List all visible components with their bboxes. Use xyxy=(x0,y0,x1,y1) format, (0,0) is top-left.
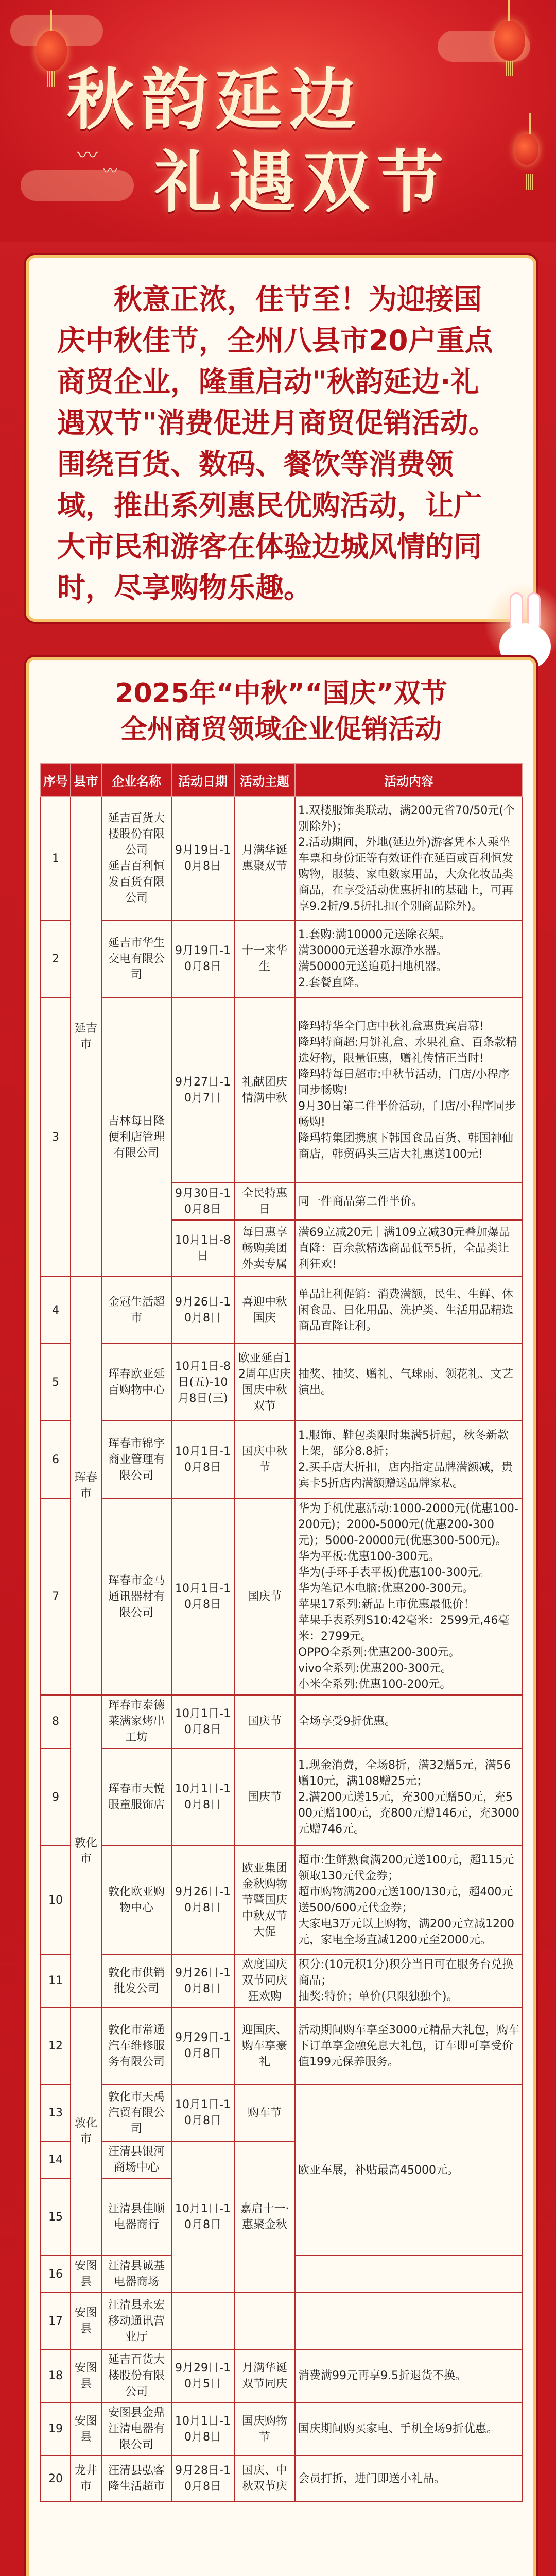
cell-theme: 国庆节 xyxy=(234,1498,295,1695)
header-content: 活动内容 xyxy=(295,764,523,796)
cell-date: 9月26日-10月8日 xyxy=(171,1846,234,1954)
cell-index: 19 xyxy=(41,2402,71,2455)
lantern-icon xyxy=(36,31,67,71)
hero-banner xyxy=(0,0,556,242)
cell-theme: 每日惠享畅购美团外卖专属 xyxy=(234,1220,295,1277)
cell-company: 汪清县永宏移动通讯营业厅 xyxy=(101,2293,171,2349)
cell-company: 敦化欧亚购物中心 xyxy=(101,1846,171,1954)
cell-content: 隆玛特华全门店中秋礼盒惠贵宾启幕! 隆玛特商超:月饼礼盒、水果礼盒、百条款精选好物，限量钜惠，赠礼传情正当时! 隆玛特每日超市:中秋节活动，门店/小程序同步畅购! 9月30日第二件半价活动，门店/小程序同步畅购! 隆玛特集团携旗下韩国食品百货、韩国神仙商店，韩贸码头三店大礼惠送100元! xyxy=(295,997,523,1183)
cell-theme: 国庆节 xyxy=(234,1695,295,1748)
cell-content: 满69立减20元｜满109立减30元叠加爆品直降：百余款精选商品低至5折，全品类让利狂欢! xyxy=(295,1220,523,1277)
cell-content: 欧亚车展，补贴最高45000元。 xyxy=(295,2084,523,2256)
cell-content: 1.套购:满10000元送除衣架。 满30000元送碧水源净水器。 满50000元送追觅扫地机器。 2.套餐直降。 xyxy=(295,920,523,997)
cell-theme: 喜迎中秋国庆 xyxy=(234,1277,295,1344)
cell-index: 13 xyxy=(41,2084,71,2141)
cell-company: 珲春市锦宇商业管理有限公司 xyxy=(101,1421,171,1498)
header-company: 企业名称 xyxy=(101,764,171,796)
cell-theme: 月满华诞双节同庆 xyxy=(234,2349,295,2402)
cell-content: 会员打折，进门即送小礼品。 xyxy=(295,2455,523,2502)
table-row xyxy=(41,997,523,1183)
cell-index: 3 xyxy=(41,997,71,1277)
cell-content: 全场享受9折优惠。 xyxy=(295,1695,523,1748)
cell-content: 单品让利促销：消费满额，民生、生鲜、休闲食品、日化用品、洗护类、生活用品精选商品直降让利。 xyxy=(295,1277,523,1344)
cell-index: 17 xyxy=(41,2293,71,2349)
lantern-icon xyxy=(515,134,538,165)
cell-content: 抽奖、抽奖、赠礼、气球雨、领花礼、文艺演出。 xyxy=(295,1344,523,1421)
table-row xyxy=(41,1277,523,1344)
cell-theme: 欧亚集团金秋购物节暨国庆中秋双节大促 xyxy=(234,1846,295,1954)
cell-theme: 欢度国庆双节同庆狂欢购 xyxy=(234,1954,295,2007)
cell-county: 珲春市 xyxy=(71,1277,101,1695)
hero-title-line2: 礼遇双节 xyxy=(154,143,451,222)
cell-theme: 购车节 xyxy=(234,2084,295,2141)
cell-theme: 月满华诞惠聚双节 xyxy=(234,796,295,920)
cell-index: 7 xyxy=(41,1498,71,1695)
cell-company: 汪清县银河商场中心 xyxy=(101,2141,171,2178)
cell-content: 1.双楼服饰类联动，满200元省70/50元(个别除外)； 2.活动期间，外地(延边外)游客凭本人乘坐车票和身份证等有效证件在延百或百利恒发购物，服装、家电数家用品，大众化妆品类商品，在享受活动优惠折扣的基础上，可再享9.2折/9.5折扎扣(个别商品除外)。 xyxy=(295,796,523,920)
cell-theme: 国庆购物节 xyxy=(234,2402,295,2455)
table-row xyxy=(41,1846,523,1954)
cell-date: 10月1日-10月8日 xyxy=(171,2141,234,2293)
cell-date: 10月1日-8日(五)-10月8日(三) xyxy=(171,1344,234,1421)
cell-company: 珲春市金马通讯器材有限公司 xyxy=(101,1498,171,1695)
cell-index: 5 xyxy=(41,1344,71,1421)
cell-index: 4 xyxy=(41,1277,71,1344)
cell-company: 敦化市天禹汽贸有限公司 xyxy=(101,2084,171,2141)
intro-card xyxy=(26,255,536,622)
cell-company: 敦化市供销批发公司 xyxy=(101,1954,171,2007)
cell-content: 华为手机优惠活动:1000-2000元(优惠100-200元)；2000-5000元(优惠200-300元)；5000-20000元(优惠300-500元)。 华为平板:优惠100-300元。 华为(手环手表平板)优惠100-300元。 华为笔记本电脑:优惠200-300元。 苹果17系列:新品上市优惠最低价！ 苹果手表系列S10:42毫米：2599元,46毫米：2799元。 OPPO全系列:优惠200-300元。 vivo全系列:优惠200-300元。 小米全系列:优惠100-200元。 xyxy=(295,1498,523,1695)
lantern-icon xyxy=(494,21,525,61)
cell-company: 汪清县弘客隆生活超市 xyxy=(101,2455,171,2502)
cell-county: 敦化市 xyxy=(71,2007,101,2256)
bird-icon: 〰 xyxy=(103,162,118,179)
cell-county: 安图县 xyxy=(71,2256,101,2293)
cell-content: 消费满99元再享9.5折退货不换。 xyxy=(295,2349,523,2402)
header-county: 县市 xyxy=(71,764,101,796)
cell-index: 1 xyxy=(41,796,71,920)
cell-content: 积分:(10元积1分)积分当日可在服务台兑换商品； 抽奖:特价；单价(只限独独个)。 xyxy=(295,1954,523,2007)
cell-index: 16 xyxy=(41,2256,71,2293)
cell-theme: 迎国庆、购车享豪礼 xyxy=(234,2007,295,2084)
cell-date: 10月1日-8日 xyxy=(171,1220,234,1277)
cell-content: 超市:生鲜熟食满200元送100元，超115元领取130元代金券； 超市购物满200元送100/130元，超400元送500/600元代金券； 大家电3万元以上购物，满200元立减1200元，家电全场直减1200元至2000元。 xyxy=(295,1846,523,1954)
cell-index: 11 xyxy=(41,1954,71,2007)
table-row xyxy=(41,2007,523,2084)
cell-company: 吉林每日隆便利店管理有限公司 xyxy=(101,997,171,1277)
table-title-line1: 2025年“中秋”“国庆”双节 xyxy=(115,678,447,709)
cell-county: 敦化市 xyxy=(71,1695,101,2007)
cell-index: 9 xyxy=(41,1748,71,1846)
cell-date: 10月1日-10月8日 xyxy=(171,1498,234,1695)
cell-county: 安图县 xyxy=(71,2293,101,2349)
cell-theme: 全民特惠日 xyxy=(234,1183,295,1220)
cell-theme: 国庆节 xyxy=(234,1748,295,1846)
cell-company: 珲春市泰德莱满家烤串工坊 xyxy=(101,1695,171,1748)
cell-company: 珲春市天悦服童服饰店 xyxy=(101,1748,171,1846)
cell-index: 6 xyxy=(41,1421,71,1498)
cell-content xyxy=(295,2256,523,2293)
table-row xyxy=(41,1498,523,1695)
cell-content: 活动期间购车享至3000元精品大礼包，购车下订单享金融免息大礼包，订车即可享受价值199元保养服务。 xyxy=(295,2007,523,2084)
hero-title-line1: 秋韵延边 xyxy=(67,60,364,139)
cell-date: 10月1日-10月8日 xyxy=(171,2402,234,2455)
cell-date: 9月19日-10月8日 xyxy=(171,796,234,920)
table-header-row xyxy=(41,764,523,796)
cell-company: 延吉百货大楼股份有限公司 xyxy=(101,2349,171,2402)
cell-date: 10月1日-10月8日 xyxy=(171,1695,234,1748)
cell-index: 12 xyxy=(41,2007,71,2084)
cell-date: 9月28日-10月8日 xyxy=(171,2455,234,2502)
cell-index: 20 xyxy=(41,2455,71,2502)
header-date: 活动日期 xyxy=(171,764,234,796)
cell-county: 安图县 xyxy=(71,2402,101,2455)
cell-index: 18 xyxy=(41,2349,71,2402)
cell-theme: 欧亚延百12周年店庆国庆中秋双节 xyxy=(234,1344,295,1421)
table-row xyxy=(41,2293,523,2349)
cell-index: 10 xyxy=(41,1846,71,1954)
header-index: 序号 xyxy=(41,764,71,796)
cell-index: 14 xyxy=(41,2141,71,2178)
cell-company: 延吉市华生交电有限公司 xyxy=(101,920,171,997)
cell-index: 2 xyxy=(41,920,71,997)
cell-content: 1.服饰、鞋包类限时集满5折起，秋冬新款上架，部分8.8折； 2.买手店大折扣，店内指定品牌满额减，贵宾卡5折店内满额赠送品牌家私。 xyxy=(295,1421,523,1498)
intro-text: 秋意正浓，佳节至！为迎接国庆中秋佳节，全州八县市20户重点商贸企业，隆重启动"秋韵延边·礼遇双节"消费促进月商贸促销活动。围绕百货、数码、餐饮等消费领域，推出系列惠民优购活动，让广大市民和游客在体验边城风情的同时，尽享购物乐趣。 xyxy=(57,283,497,604)
table-row xyxy=(41,2402,523,2455)
cell-theme: 十一来华生 xyxy=(234,920,295,997)
table-row xyxy=(41,796,523,920)
cell-index: 15 xyxy=(41,2178,71,2256)
cell-index: 8 xyxy=(41,1695,71,1748)
cell-date: 10月1日-10月8日 xyxy=(171,1748,234,1846)
cell-company: 敦化市常通汽车维修服务有限公司 xyxy=(101,2007,171,2084)
cell-company: 汪清县佳顺电器商行 xyxy=(101,2178,171,2256)
cell-date: 9月30日-10月8日 xyxy=(171,1183,234,1220)
table-row xyxy=(41,920,523,997)
cell-date: 9月29日-10月5日 xyxy=(171,2349,234,2402)
table-row xyxy=(41,2349,523,2402)
table-row xyxy=(41,1421,523,1498)
cell-company: 金冠生活超市 xyxy=(101,1277,171,1344)
cell-theme: 嘉启十一·惠聚金秋 xyxy=(234,2141,295,2293)
table-row xyxy=(41,1695,523,1748)
cell-date: 9月29日-10月8日 xyxy=(171,2007,234,2084)
table-row xyxy=(41,2084,523,2141)
promotion-table-card xyxy=(26,657,536,2576)
cell-county: 龙井市 xyxy=(71,2455,101,2502)
cell-date: 9月26日-10月8日 xyxy=(171,1954,234,2007)
table-row xyxy=(41,1748,523,1846)
table-title xyxy=(29,675,533,748)
cell-date: 10月1日-10月8日 xyxy=(171,2084,234,2141)
cell-date xyxy=(171,2293,234,2349)
table-title-line2: 全州商贸领域企业促销活动 xyxy=(120,714,442,745)
cell-theme: 国庆中秋节 xyxy=(234,1421,295,1498)
cell-content: 同一件商品第二件半价。 xyxy=(295,1183,523,1220)
header-theme: 活动主题 xyxy=(234,764,295,796)
cell-date: 10月1日-10月8日 xyxy=(171,1421,234,1498)
cell-date: 9月26日-10月8日 xyxy=(171,1277,234,1344)
cell-company: 珲春欧亚延百购物中心 xyxy=(101,1344,171,1421)
cell-content: 国庆期间购买家电、手机全场9折优惠。 xyxy=(295,2402,523,2455)
cell-theme xyxy=(234,2293,295,2349)
cell-date: 9月19日-10月8日 xyxy=(171,920,234,997)
cell-content xyxy=(295,2293,523,2349)
table-row xyxy=(41,2455,523,2502)
cell-theme: 礼献团庆情满中秋 xyxy=(234,997,295,1183)
cell-theme: 国庆、中秋双节庆 xyxy=(234,2455,295,2502)
table-row xyxy=(41,1954,523,2007)
cell-county: 安图县 xyxy=(71,2349,101,2402)
bird-icon: 〰 xyxy=(77,144,98,167)
cell-company: 汪清县诚基电器商场 xyxy=(101,2256,171,2293)
cell-date: 9月27日-10月7日 xyxy=(171,997,234,1183)
table-row xyxy=(41,1344,523,1421)
promotion-table xyxy=(40,763,523,2502)
cell-company: 延吉百货大楼股份有限公司 延吉百利恒发百货有限公司 xyxy=(101,796,171,920)
cell-company: 安图县金鼎汪清电器有限公司 xyxy=(101,2402,171,2455)
cell-content: 1.现金消费，全场8折，满32赠5元，满56赠10元，满108赠25元； 2.满200元送15元，充300元赠50元，充500元赠100元，充800元赠146元，充3000元赠746元。 xyxy=(295,1748,523,1846)
cell-county: 延吉市 xyxy=(71,796,101,1277)
